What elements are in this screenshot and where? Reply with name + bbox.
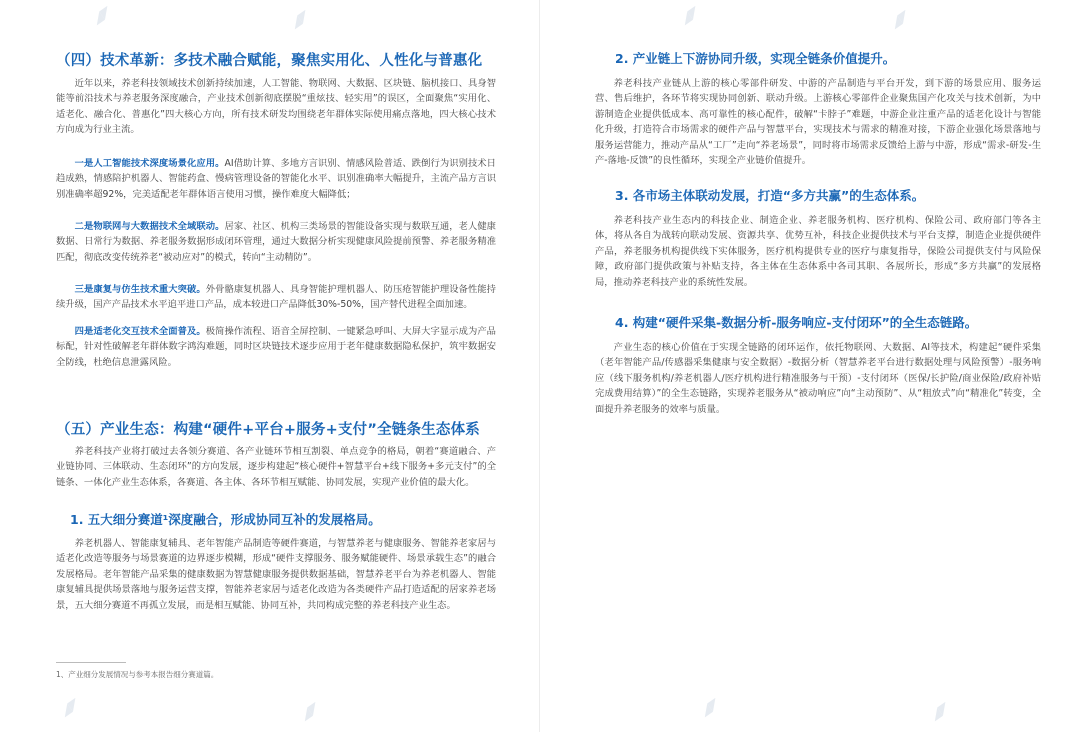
sub4-text: 产业生态的核心价值在于实现全链路的闭环运作，依托物联网、大数据、AI等技术，构建起“硬件采集（老年智能产品/传感器采集健康与安全数据）-数据分析（智慧养老平台进行数据处理与风险预警）-服务响应（线下服务机构/养老机器人/医疗机构进行精准服务与干预）-支付闭环（医保/长护险/商业保险/政府补贴完成费用结算）”的全生态链路，实现养老服务从“被动响应”向“主动预防”、从“粗放式”向“精准化”转变，全面提升养老服务的效率与质量。 [595, 342, 1041, 415]
watermark-mark: ◢◤ [677, 3, 703, 28]
point-ai [56, 156, 496, 202]
sub2-title: 2. 产业链上下游协同升级，实现全链条价值提升。 [615, 51, 896, 66]
right-page [540, 0, 1080, 732]
watermark-mark: ◢◤ [697, 695, 723, 720]
point-rehab [56, 282, 496, 313]
sub2-text: 养老科技产业链从上游的核心零部件研发、中游的产品制造与平台开发，到下游的场景应用、服务运营、售后维护，各环节将实现协同创新、联动升级。上游核心零部件企业聚焦国产化攻关与技术创新，为中游制造企业提供低成本、高可靠性的核心配件，破解“卡脖子”难题，中游企业注重产品的适老化设计与智能化升级，打造符合市场需求的硬件产品与智慧平台，实现技术与需求的精准对接，下游企业强化场景落地与服务运营能力，推动产品从“工厂”走向“养老场景”，同时将市场需求反馈给上游与中游，形成“需求-研发-生产-落地-反馈”的良性循环，实现全产业链价值提升。 [595, 78, 1041, 167]
watermark-mark: ◢◤ [887, 7, 913, 32]
point-rehab-lead: 三是康复与仿生技术重大突破。 [74, 284, 206, 295]
section4-intro: 近年以来，养老科技领域技术创新持续加速，人工智能、物联网、大数据、区块链、脑机接口、具身智能等前沿技术与养老服务深度融合，产业技术创新彻底摆脱“重炫技、轻实用”的误区，全面聚焦“实用化、适老化、融合化、普惠化”四大核心方向，所有技术研发均围绕老年群体实际使用痛点落地，四大核心技术方向成为行业主流。 [56, 78, 496, 136]
section4-title: （四）技术革新：多技术融合赋能，聚焦实用化、人性化与普惠化 [56, 53, 483, 69]
point-interaction-lead: 四是适老化交互技术全面普及。 [74, 326, 206, 337]
sub1-title: 1. 五大细分赛道¹深度融合，形成协同互补的发展格局。 [70, 512, 381, 527]
point-interaction [56, 324, 496, 370]
point-interaction-text: 极简操作流程、语音全屏控制、一键紧急呼叫、大屏大字显示成为产品标配，针对性破解老年群体数字鸿沟难题，同时区块链技术逐步应用于老年健康数据隐私保护，筑牢数据安全防线，杜绝信息泄露风险。 [56, 326, 496, 368]
point-iot-text: 居家、社区、机构三类场景的智能设备实现与数联互通，老人健康数据、日常行为数据、养老服务数据形成闭环管理，通过大数据分析实现健康风险提前预警、养老服务精准匹配，彻底改变传统养老“被动应对”的模式，转向“主动精防”。 [56, 221, 496, 263]
point-rehab-text: 外骨骼康复机器人、具身智能护理机器人、防压疮智能护理设备性能持续升级，国产产品技术水平追平进口产品，成本较进口产品降低30%-50%，国产替代进程全面加速。 [56, 284, 496, 311]
section5-intro: 养老科技产业将打破过去各领分赛道、各产业链环节相互割裂、单点竞争的格局，朝着“赛道融合、产业链协同、三体联动、生态闭环”的方向发展，逐步构建起“核心硬件+智慧平台+线下服务+多元支付”的全链条、一体化产业生态体系，各赛道、各主体、各环节相互赋能、协同发展，实现产业价值的最大化。 [56, 446, 496, 488]
footnote-divider [56, 662, 126, 663]
point-iot-lead: 二是物联网与大数据技术全域联动。 [74, 221, 225, 232]
watermark-mark: ◢◤ [89, 3, 115, 28]
watermark-mark: ◢◤ [57, 695, 83, 720]
sub1-text: 养老机器人、智能康复辅具、老年智能产品制造等硬件赛道，与智慧养老与健康服务、智能养老家居与适老化改造等服务与场景赛道的边界逐步模糊，形成“硬件支撑服务、服务赋能硬件、场景承载生态”的融合发展格局。老年智能产品采集的健康数据为智慧健康服务提供数据基础，智慧养老平台为养老机器人、智能康复辅具提供场景落地与服务运营支撑，智能养老家居与适老化改造为各类硬件产品打造适配的居家养老场景，五大细分赛道不再孤立发展，而是相互赋能、协同互补，共同构成完整的养老科技产业生态。 [56, 538, 496, 611]
point-ai-lead: 一是人工智能技术深度场景化应用。 [74, 158, 225, 169]
watermark-mark: ◢◤ [927, 699, 953, 724]
watermark-mark: ◢◤ [287, 7, 313, 32]
section5-title: （五）产业生态：构建“硬件+平台+服务+支付”全链条生态体系 [56, 422, 481, 438]
point-iot [56, 219, 496, 265]
sub3-text: 养老科技产业生态内的科技企业、制造企业、养老服务机构、医疗机构、保险公司、政府部门等各主体，将从各自为战转向联动发展、资源共享、优势互补，科技企业提供技术与平台支撑，制造企业提供硬件产品，养老服务机构提供线下实体服务，医疗机构提供专业的医疗与康复指导，保险公司提供支付与风险保障，政府部门提供政策与补贴支持，各主体在生态体系中各司其职、各展所长，形成“多方共赢”的发展格局，推动养老科技产业的系统性发展。 [595, 215, 1041, 288]
point-ai-text: AI借助计算、多地方言识别、情感风险普适、跌倒行为识别技术日趋成熟，情感陪护机器人、智能药盒、慢病管理设备的智能化水平、识别准确率大幅提升，主流产品方言识别准确率超92%，完美适配老年群体语言使用习惯，操作难度大幅降低； [56, 158, 496, 200]
footnote: 1、产业细分发展情况与参考本报告细分赛道篇。 [56, 670, 219, 679]
watermark-mark: ◢◤ [297, 699, 323, 724]
sub4-title: 4. 构建“硬件采集-数据分析-服务响应-支付闭环”的全生态链路。 [615, 315, 978, 330]
sub3-title: 3. 各市场主体联动发展，打造“多方共赢”的生态体系。 [615, 188, 925, 203]
